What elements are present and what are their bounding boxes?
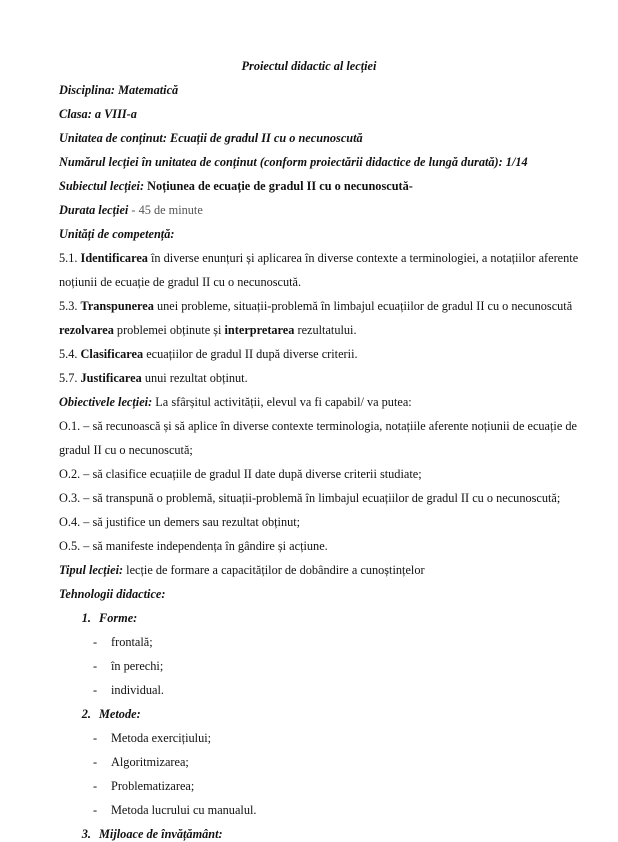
list-item [93, 682, 164, 698]
durata-lectiei [59, 202, 203, 218]
list-item [93, 658, 163, 674]
competenta-num: 5.7. [59, 371, 81, 385]
competenta-5-3 [59, 298, 572, 314]
numarul-lectiei: Numărul lecției în unitatea de conținut (conform proiectării didactice de lungă durată): 1/14 [59, 155, 528, 169]
dash-bullet-icon: - [93, 683, 98, 697]
clasa: Clasa: a VIII-a [59, 107, 137, 121]
disciplina: Disciplina: Matematică [59, 83, 179, 97]
document-title: Proiectul didactic al lecției [241, 59, 377, 73]
section-title: Forme: [99, 611, 138, 625]
list-item-text: frontală; [111, 635, 153, 649]
list-item-text: Metoda lucrului cu manualul. [111, 803, 257, 817]
obiective-intro [59, 394, 412, 410]
competenta-num: 5.1. [59, 251, 81, 265]
dash-bullet-icon: - [93, 635, 98, 649]
competenta-verb: Clasificarea [80, 347, 144, 361]
obiectiv-o1-cont: gradul II cu o necunoscută; [59, 443, 193, 457]
tehnologii-section [69, 610, 137, 626]
competenta-text: rezultatului. [294, 323, 357, 337]
competenta-5-1-cont: noțiunii de ecuație de gradul II cu o necunoscută. [59, 275, 302, 289]
list-item [93, 634, 153, 650]
tehnologii-section [69, 826, 223, 842]
tehnologii-heading: Tehnologii didactice: [59, 587, 166, 601]
subiect-value: Noțiunea de ecuație de gradul II cu o necunoscută- [144, 179, 413, 193]
section-title: Metode: [99, 707, 141, 721]
dash-bullet-icon: - [93, 803, 98, 817]
obiective-label: Obiectivele lecției: [59, 395, 153, 409]
competenta-5-3-cont [59, 322, 357, 338]
list-item [93, 802, 256, 818]
obiective-intro-text: La sfârșitul activității, elevul va fi capabil/ va putea: [152, 395, 412, 409]
obiectiv-o2: O.2. – să clasifice ecuațiile de gradul II date după diverse criterii studiate; [59, 467, 422, 481]
list-item-text: Problematizarea; [111, 779, 195, 793]
competenta-verb: Identificarea [80, 251, 148, 265]
unitatea-de-continut: Unitatea de conținut: Ecuații de gradul II cu o necunoscută [59, 131, 363, 145]
list-item-text: Algoritmizarea; [111, 755, 189, 769]
competenta-verb: Justificarea [80, 371, 142, 385]
list-item [93, 754, 189, 770]
tehnologii-section [69, 706, 141, 722]
subiectul-lectiei [59, 178, 413, 194]
competenta-5-4 [59, 346, 358, 362]
list-item [93, 730, 211, 746]
dash-bullet-icon: - [93, 779, 98, 793]
section-number: 3. [81, 827, 91, 841]
section-title: Mijloace de învățământ: [99, 827, 223, 841]
tipul-value: lecție de formare a capacităților de dobândire a cunoștințelor [123, 563, 425, 577]
list-item-text: individual. [111, 683, 164, 697]
obiectiv-o4: O.4. – să justifice un demers sau rezultat obținut; [59, 515, 301, 529]
competenta-text: ecuațiilor de gradul II după diverse criterii. [143, 347, 358, 361]
durata-value: - 45 de minute [128, 203, 203, 217]
list-item-text: în perechi; [111, 659, 164, 673]
competenta-text: în diverse enunțuri și aplicarea în diverse contexte a terminologiei, a notațiilor aferente [147, 251, 579, 265]
obiectiv-o5: O.5. – să manifeste independența în gândire și acțiune. [59, 539, 328, 553]
subiect-label: Subiectul lecției: [59, 179, 145, 193]
competenta-text: unei probleme, situații-problemă în limbajul ecuațiilor de gradul II cu o necunoscută [153, 299, 573, 313]
competenta-verb: Transpunerea [80, 299, 154, 313]
list-item-text: Metoda exercițiului; [111, 731, 212, 745]
competenta-5-1 [59, 250, 578, 266]
dash-bullet-icon: - [93, 755, 98, 769]
competenta-5-7 [59, 370, 248, 386]
section-number: 1. [81, 611, 91, 625]
dash-bullet-icon: - [93, 731, 98, 745]
dash-bullet-icon: - [93, 659, 98, 673]
section-number: 2. [81, 707, 91, 721]
list-item [93, 778, 194, 794]
competenta-verb: rezolvarea [59, 323, 114, 337]
obiectiv-o3: O.3. – să transpună o problemă, situații-problemă în limbajul ecuațiilor de gradul II cu o necunoscută; [59, 491, 561, 505]
competenta-num: 5.3. [59, 299, 81, 313]
tipul-label: Tipul lecției: [59, 563, 124, 577]
tipul-lectiei [59, 562, 425, 578]
competenta-text: problemei obținute și [113, 323, 225, 337]
competenta-num: 5.4. [59, 347, 81, 361]
competente-heading: Unități de competență: [59, 227, 175, 241]
durata-label: Durata lecției [59, 203, 129, 217]
obiectiv-o1: O.1. – să recunoască și să aplice în diverse contexte terminologia, notațiile aferente noțiunii de ecuație de [59, 419, 577, 433]
competenta-verb: interpretarea [224, 323, 295, 337]
competenta-text: unui rezultat obținut. [141, 371, 248, 385]
